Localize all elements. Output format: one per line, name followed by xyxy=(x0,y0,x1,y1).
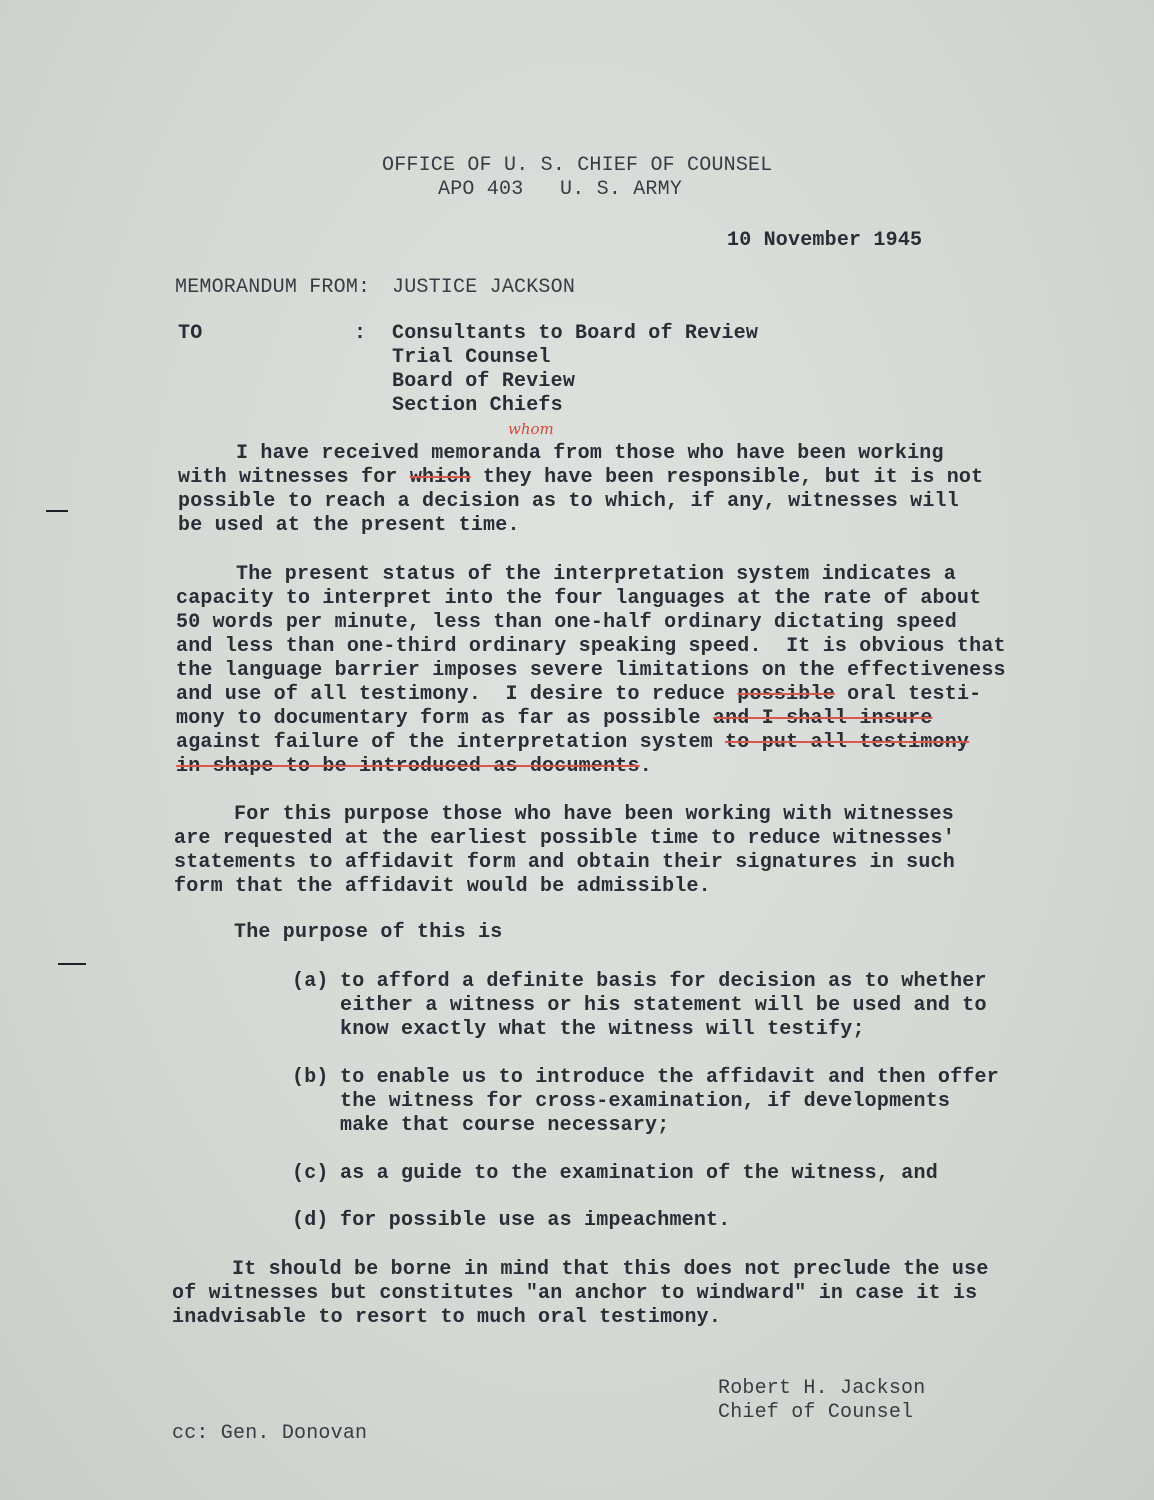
margin-mark-1 xyxy=(46,510,68,512)
margin-mark-2 xyxy=(58,963,86,965)
cc-line: cc: Gen. Donovan xyxy=(172,1422,368,1445)
p2-line-3: 50 words per minute, less than one-half ordinary dictating speed xyxy=(176,611,957,634)
item-b-label: (b) xyxy=(292,1066,329,1089)
item-b-line-1: to enable us to introduce the affidavit and then offer xyxy=(340,1066,999,1089)
p3-line-1: For this purpose those who have been working with witnesses xyxy=(234,803,954,826)
handwritten-insertion: whom xyxy=(508,420,554,438)
memo-from-value: JUSTICE JACKSON xyxy=(392,276,576,299)
memo-date: 10 November 1945 xyxy=(727,229,923,252)
item-a-label: (a) xyxy=(292,970,329,993)
recipient-3: Board of Review xyxy=(392,370,576,393)
p2-line-7: mony to documentary form as far as possible and I shall insure xyxy=(176,707,933,730)
memo-from-label: MEMORANDUM FROM: xyxy=(175,276,371,299)
p1-line-4: be used at the present time. xyxy=(178,514,520,537)
p2-line-1: The present status of the interpretation system indicates a xyxy=(236,563,956,586)
p1-line-2: with witnesses for which they have been responsible, but it is not xyxy=(178,466,984,489)
item-b-line-2: the witness for cross-examination, if developments xyxy=(340,1090,951,1113)
p5-line-3: inadvisable to resort to much oral testimony. xyxy=(172,1306,722,1329)
p2-line-2: capacity to interpret into the four languages at the rate of about xyxy=(176,587,982,610)
item-a-line-2: either a witness or his statement will be used and to xyxy=(340,994,987,1017)
item-a-line-1: to afford a definite basis for decision as to whether xyxy=(340,970,987,993)
office-subheading: APO 403 U. S. ARMY xyxy=(438,178,683,201)
recipient-1: Consultants to Board of Review xyxy=(392,322,759,345)
p1-line-1: I have received memoranda from those who have been working xyxy=(236,442,944,465)
recipient-4: Section Chiefs xyxy=(392,394,563,417)
signature-title: Chief of Counsel xyxy=(718,1401,914,1424)
signature-name: Robert H. Jackson xyxy=(718,1377,926,1400)
p2-line-4: and less than one-third ordinary speaking speed. It is obvious that xyxy=(176,635,1006,658)
p5-line-1: It should be borne in mind that this does not preclude the use xyxy=(232,1258,989,1281)
p2-line-6: and use of all testimony. I desire to reduce possible oral testi- xyxy=(176,683,982,706)
p3-line-3: statements to affidavit form and obtain their signatures in such xyxy=(174,851,955,874)
p2-line-8: against failure of the interpretation system to put all testimony xyxy=(176,731,970,754)
p2-line-9: in shape to be introduced as documents. xyxy=(176,755,652,778)
p3-line-2: are requested at the earliest possible time to reduce witnesses' xyxy=(174,827,955,850)
office-heading: OFFICE OF U. S. CHIEF OF COUNSEL xyxy=(382,154,773,177)
item-d-label: (d) xyxy=(292,1209,329,1232)
item-b-line-3: make that course necessary; xyxy=(340,1114,670,1137)
memo-to-colon: : xyxy=(354,322,367,345)
memo-to-label: TO xyxy=(178,322,203,345)
p4-line-1: The purpose of this is xyxy=(234,921,503,944)
p5-line-2: of witnesses but constitutes "an anchor to windward" in case it is xyxy=(172,1282,978,1305)
recipient-2: Trial Counsel xyxy=(392,346,551,369)
item-a-line-3: know exactly what the witness will testify; xyxy=(340,1018,865,1041)
p2-line-5: the language barrier imposes severe limitations on the effectiveness xyxy=(176,659,1006,682)
p1-line-3: possible to reach a decision as to which, if any, witnesses will xyxy=(178,490,959,513)
item-c-label: (c) xyxy=(292,1162,329,1185)
p3-line-4: form that the affidavit would be admissible. xyxy=(174,875,711,898)
item-c-line-1: as a guide to the examination of the witness, and xyxy=(340,1162,938,1185)
item-d-line-1: for possible use as impeachment. xyxy=(340,1209,731,1232)
